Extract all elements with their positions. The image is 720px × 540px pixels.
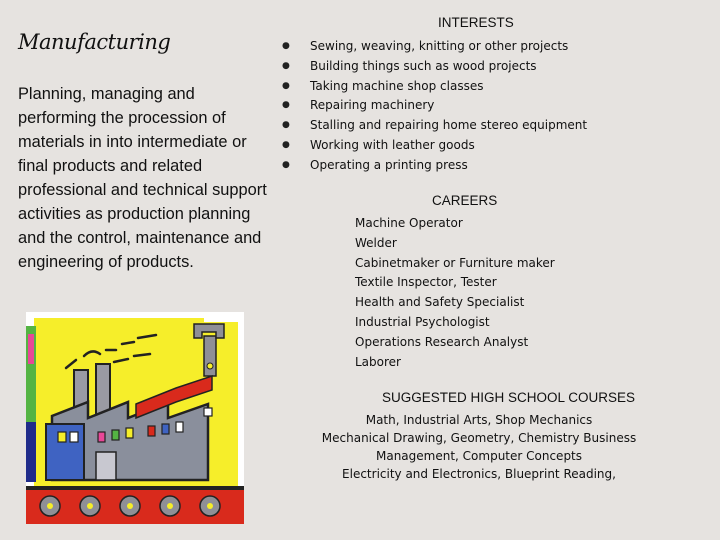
- bullet-icon: ●: [282, 41, 290, 51]
- list-item: Operations Research Analyst: [355, 334, 529, 349]
- list-item: ● Operating a printing press: [282, 156, 587, 176]
- list-item: ● Building things such as wood projects: [282, 57, 587, 77]
- list-item: Laborer: [355, 354, 401, 369]
- list-item: Industrial Psychologist: [355, 314, 490, 329]
- manufacturing-description: Planning, managing and performing the procession of materials in into intermediate or final products and related professional and technical support activities as production planning and the control, maintenance and engineering of products.: [18, 85, 267, 271]
- list-item: Cabinetmaker or Furniture maker: [355, 255, 555, 270]
- list-item: ● Sewing, weaving, knitting or other projects: [282, 37, 587, 57]
- interests-heading: INTERESTS: [438, 15, 514, 30]
- bullet-icon: ●: [282, 80, 290, 91]
- courses-line: Mechanical Drawing, Geometry, Chemistry Business: [321, 431, 637, 445]
- manufacturing-title: Manufacturing: [18, 30, 171, 54]
- courses-line: Math, Industrial Arts, Shop Mechanics: [365, 413, 593, 427]
- courses-line: Management, Computer Concepts: [375, 449, 583, 463]
- careers-heading: CAREERS: [432, 193, 498, 208]
- list-item: ● Stalling and repairing home stereo equipment: [282, 116, 587, 136]
- list-item: Health and Safety Specialist: [355, 295, 525, 310]
- list-item: ● Taking machine shop classes: [282, 77, 587, 97]
- bullet-icon: ●: [282, 60, 290, 71]
- courses-line: Electricity and Electronics, Blueprint Reading,: [342, 467, 616, 481]
- list-item: ● Repairing machinery: [282, 96, 587, 116]
- bullet-icon: ●: [282, 139, 290, 150]
- courses-text: [318, 411, 640, 483]
- bullet-icon: ●: [282, 100, 290, 111]
- list-item: Machine Operator: [355, 216, 463, 230]
- courses-heading: SUGGESTED HIGH SCHOOL COURSES: [382, 390, 636, 405]
- bullet-icon: ●: [282, 159, 290, 170]
- careers-list: [355, 214, 555, 372]
- list-item: ● Working with leather goods: [282, 136, 587, 156]
- list-item: Textile Inspector, Tester: [355, 275, 497, 290]
- list-item: Welder: [355, 235, 397, 250]
- interests-list: [282, 37, 587, 176]
- bullet-icon: ●: [282, 120, 290, 131]
- factory-icon: [26, 312, 244, 524]
